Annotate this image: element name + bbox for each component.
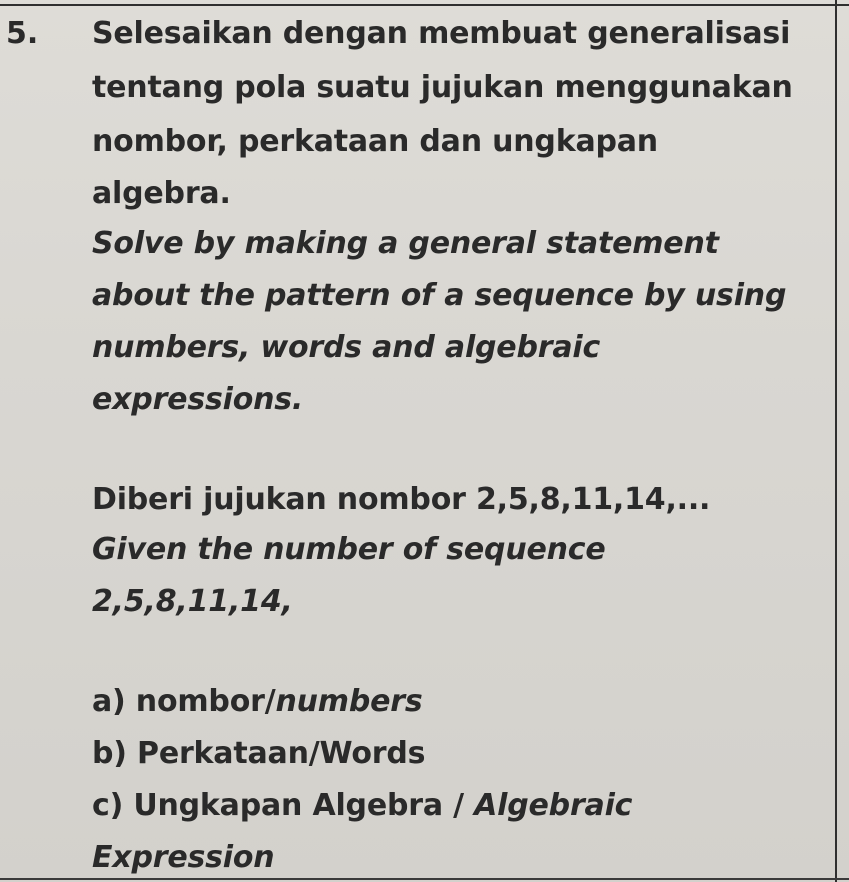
table-border-right — [835, 0, 837, 882]
question-malay-line-3: nombor, perkataan dan ungkapan — [92, 124, 658, 159]
table-border-top — [0, 4, 849, 6]
part-a — [92, 684, 423, 720]
part-a-label: a) nombor/ — [92, 684, 276, 719]
question-malay-line-2: tentang pola suatu jujukan menggunakan — [92, 70, 793, 105]
given-sequence-malay: Diberi jujukan nombor 2,5,8,11,14,... — [92, 482, 711, 517]
part-c-label: c) Ungkapan Algebra / — [92, 788, 475, 823]
question-english-line-1: Solve by making a general statement — [92, 226, 719, 261]
part-c — [92, 788, 632, 824]
question-english-line-4: expressions. — [92, 382, 304, 417]
question-english-line-2: about the pattern of a sequence by using — [92, 278, 787, 313]
question-malay-line-4: algebra. — [92, 176, 231, 211]
question-malay-line-1: Selesaikan dengan membuat generalisasi — [92, 16, 791, 51]
part-a-english: numbers — [275, 684, 423, 719]
part-b: b) Perkataan/Words — [92, 736, 426, 771]
given-sequence-english-line-2: 2,5,8,11,14, — [92, 584, 293, 619]
part-c-line-2: Expression — [92, 840, 275, 875]
question-number: 5. — [6, 16, 39, 51]
question-english-line-3: numbers, words and algebraic — [92, 330, 601, 365]
part-c-english: Algebraic — [474, 788, 633, 823]
given-sequence-english-line-1: Given the number of sequence — [92, 532, 606, 567]
table-border-bottom — [0, 878, 849, 880]
